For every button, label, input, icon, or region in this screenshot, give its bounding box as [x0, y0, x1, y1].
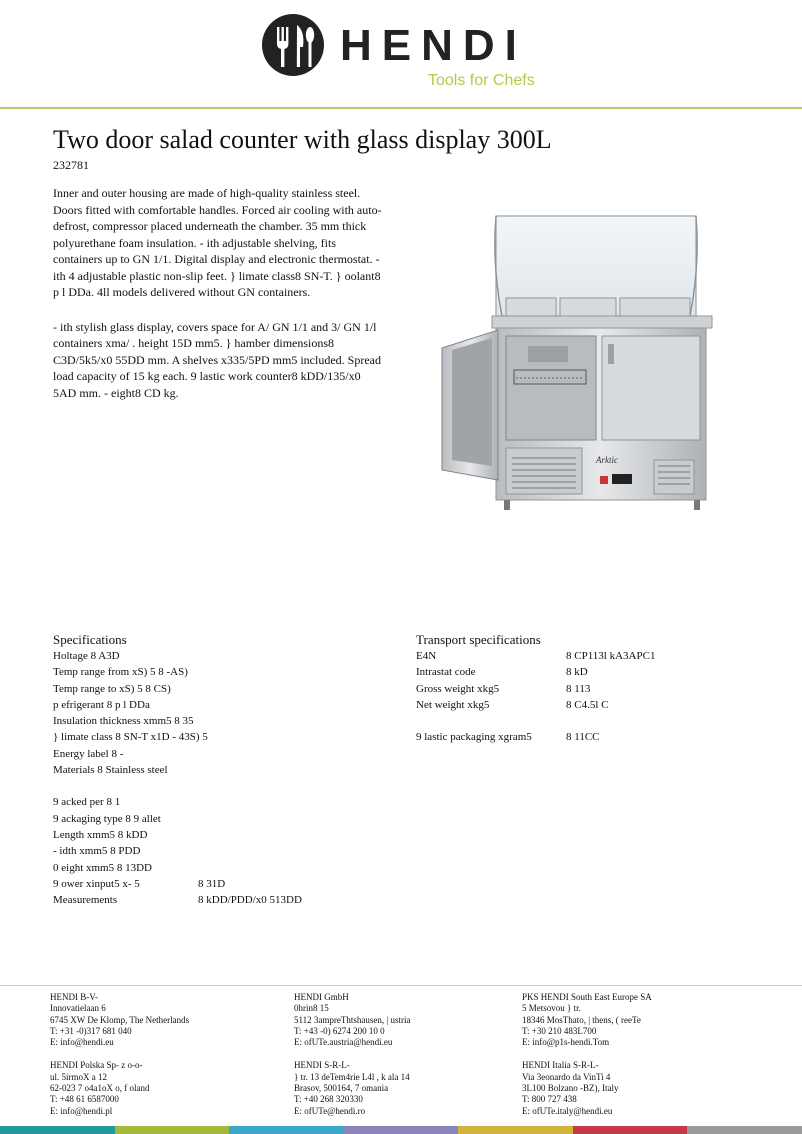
address-line: Innovatielaan 6 — [50, 1003, 106, 1014]
product-code: 232781 — [53, 158, 89, 172]
product-title: Two door salad counter with glass display 300L — [53, 125, 552, 154]
product-description — [53, 185, 383, 419]
spec-label: 9 ackaging type 8 9 allet — [53, 812, 161, 825]
spec-row — [53, 648, 393, 664]
spec-row — [53, 762, 393, 778]
spec-label: E4N — [416, 650, 437, 662]
transport-specifications — [416, 631, 756, 746]
office-address — [522, 1060, 652, 1116]
office-address — [294, 992, 410, 1048]
product-image — [436, 210, 716, 520]
footer-column — [50, 992, 189, 1129]
spec-row — [53, 827, 393, 843]
spec-label: Gross weight xkg5 — [416, 682, 500, 695]
address-line: HENDI Italia S-R-L- — [522, 1060, 599, 1071]
spec-value: 8 31D — [198, 877, 226, 890]
office-address — [522, 992, 652, 1048]
address-line: 0hrin8 15 — [294, 1003, 329, 1014]
spec-label: 9 ower xinput5 x- 5 — [53, 877, 140, 890]
spec-label: Temp range to xS) 5 8 CS) — [53, 682, 171, 695]
address-line: 3L100 Bolzano -BZ), Italy — [522, 1083, 619, 1094]
brand-name: HENDI — [340, 21, 527, 70]
spec-row — [53, 843, 393, 859]
address-line: 62-023 7 o4a1oX o, f oland — [50, 1083, 150, 1094]
spec-row — [416, 713, 756, 729]
address-line: T: +48 61 6587000 — [50, 1094, 119, 1105]
address-line: E: ofUTe.austria@hendi.eu — [294, 1037, 393, 1048]
footer-column — [522, 992, 652, 1129]
spec-row — [416, 681, 756, 697]
footer-column — [294, 992, 410, 1129]
address-line: HENDI GmbH — [294, 992, 349, 1002]
color-bar-segment — [573, 1126, 688, 1134]
address-line: E: info@hendi.eu — [50, 1037, 114, 1048]
spec-label: Materials 8 Stainless steel — [53, 764, 168, 777]
address-line: 5112 3ampreThtshausen, | ustria — [294, 1014, 411, 1025]
spec-value: 8 11CC — [566, 731, 600, 744]
address-line: PKS HENDI South East Europe SA — [522, 992, 652, 1002]
address-line: 6745 XW De Klomp, The Netherlands — [50, 1014, 190, 1025]
address-line: HENDI Polska Sp- z o-o- — [50, 1060, 143, 1071]
transport-heading: Transport specifications — [416, 632, 541, 647]
address-line: E: ofUTe@hendi.ro — [294, 1105, 366, 1116]
address-line: 18346 MosThato, | thens, ( reeTe — [522, 1014, 641, 1025]
spec-row — [53, 729, 393, 745]
spec-label: 0 eight xmm5 8 13DD — [53, 861, 152, 874]
spec-row — [53, 794, 393, 810]
spec-label: Holtage 8 A3D — [53, 650, 120, 662]
office-address — [294, 1060, 410, 1116]
address-line: Via 3eonardo da VinTi 4 — [522, 1071, 611, 1082]
address-line: T: +43 -0) 6274 200 10 0 — [294, 1025, 385, 1036]
spec-value: 8 kD — [566, 666, 588, 679]
spec-label: 9 acked per 8 1 — [53, 796, 121, 809]
address-line: } tr. 13 deTem4rie L4l , k ala 14 — [294, 1071, 410, 1082]
spec-row — [53, 746, 393, 762]
color-bar-segment — [229, 1126, 344, 1134]
spec-label: Net weight xkg5 — [416, 698, 490, 711]
spec-value: 8 kDD/PDD/x0 513DD — [198, 894, 302, 907]
cutlery-logo-icon — [261, 13, 325, 77]
spec-row — [53, 664, 393, 680]
description-paragraph: Inner and outer housing are made of high-quality stainless steel. Doors fitted with comfortable handles. Forced air cooling with auto-defrost, compressor placed underneath the chamber. 35 mm thick polyurethane foam insulation. - ith adjustable shelving, fits containers up to GN 1/1. Digital display and electronic thermostat. - ith 4 adjustable plastic non-slip feet. } limate class8 SN-T. } oolant8 p l DDa. 4ll models delivered without GN containers. — [53, 186, 382, 299]
footer-divider — [0, 985, 802, 986]
spec-value: 8 C4.5l C — [566, 698, 609, 711]
address-line: Brasov, 500164, 7 omania — [294, 1083, 389, 1094]
spec-list — [53, 794, 393, 908]
brand-tagline: Tools for Chefs — [428, 72, 535, 89]
spec-row — [53, 697, 393, 713]
spec-row — [416, 697, 756, 713]
spec-label: Length xmm5 8 kDD — [53, 828, 148, 841]
address-line: 5 Metsovou } tr. — [522, 1003, 581, 1014]
color-bar-segment — [115, 1126, 230, 1134]
specifications-heading: Specifications — [53, 632, 127, 647]
color-bar-segment — [344, 1126, 459, 1134]
color-bar-segment — [687, 1126, 802, 1134]
address-line: T: 800 727 438 — [522, 1094, 577, 1105]
address-line: HENDI S-R-L- — [294, 1060, 350, 1071]
spec-row — [416, 729, 756, 745]
spec-row — [53, 811, 393, 827]
spec-label: Temp range from xS) 5 8 -AS) — [53, 666, 188, 679]
spec-value: 8 CP113l kA3APC1 — [566, 650, 656, 662]
spec-list — [53, 648, 393, 778]
color-bar-segment — [458, 1126, 573, 1134]
spec-label: Energy label 8 - — [53, 747, 124, 760]
spec-row — [53, 892, 393, 908]
spec-row — [53, 876, 393, 892]
spec-row — [416, 648, 756, 664]
transport-list — [416, 648, 756, 746]
spec-label: p efrigerant 8 p l DDa — [53, 698, 150, 711]
address-line: T: +31 -0)317 681 040 — [50, 1025, 132, 1036]
address-line: ul. 5irmoX a 12 — [50, 1071, 107, 1082]
brand-label: Arktic — [596, 455, 618, 465]
spec-label: Intrastat code — [416, 666, 476, 679]
spec-label: - idth xmm5 8 PDD — [53, 845, 141, 858]
address-line: E: info@p1s-hendi.Tom — [522, 1037, 610, 1048]
address-line: T: +30 210 483L700 — [522, 1025, 597, 1036]
spec-label: Insulation thickness xmm5 8 35 — [53, 715, 194, 728]
address-line: E: info@hendi.pl — [50, 1105, 113, 1116]
spec-label: } limate class 8 SN-T x1D - 43S) 5 — [53, 731, 208, 744]
spec-row — [53, 860, 393, 876]
spec-label: Measurements — [53, 894, 118, 907]
description-paragraph: - ith stylish glass display, covers space for A/ GN 1/1 and 3/ GN 1/l containers xma/ . height 15D mm5. } hamber dimensions8 C3D/5k5/x0 55DD mm. A shelves x335/5PD mm5 included. Spread load capacity of 15 kg each. 9 lastic work counter8 kDD/135/x0 5AD mm. - eight8 CD kg. — [53, 319, 381, 400]
office-address — [50, 992, 189, 1048]
spec-row — [53, 713, 393, 729]
spec-row — [416, 664, 756, 680]
address-line: E: ofUTe.italy@hendi.eu — [522, 1105, 613, 1116]
address-line: T: +40 268 320330 — [294, 1094, 363, 1105]
color-bar-segment — [0, 1126, 115, 1134]
footer-color-bar — [0, 1126, 802, 1134]
header-divider — [0, 107, 802, 109]
spec-row — [53, 681, 393, 697]
spec-value: 8 113 — [566, 682, 591, 695]
address-line: HENDI B-V- — [50, 992, 98, 1002]
office-address — [50, 1060, 189, 1116]
page-header — [0, 0, 802, 108]
spec-label: 9 lastic packaging xgram5 — [416, 731, 532, 744]
specifications — [53, 631, 393, 908]
